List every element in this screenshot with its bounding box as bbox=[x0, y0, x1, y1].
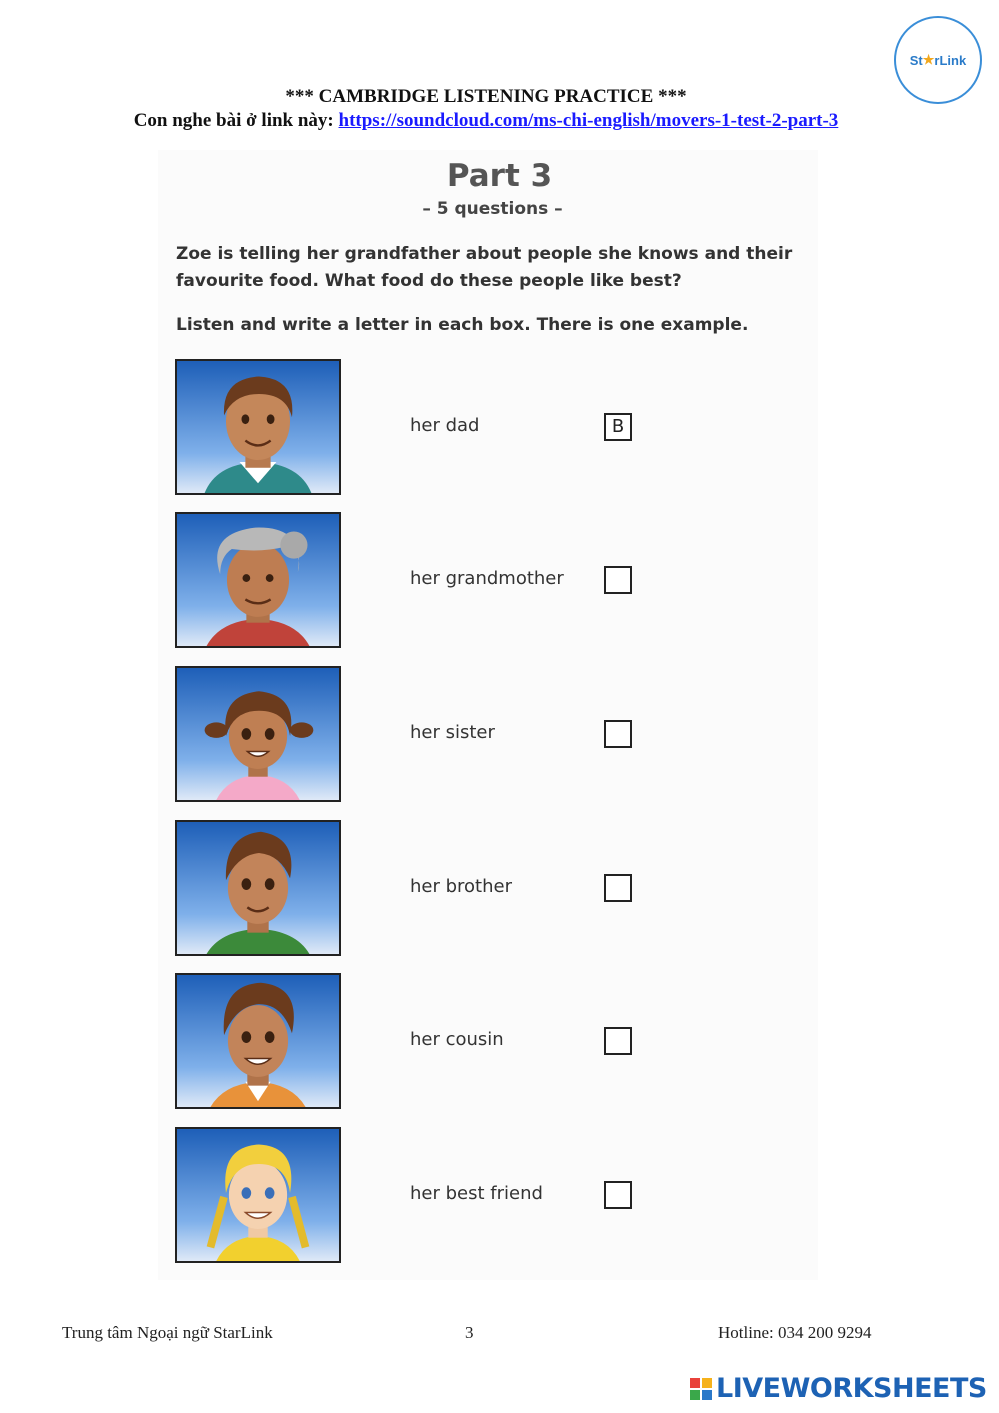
question-row bbox=[175, 1127, 655, 1265]
logo-text-part1: St bbox=[909, 52, 923, 68]
answer-box[interactable] bbox=[604, 1027, 632, 1055]
liveworksheets-text: LIVEWORKSHEETS bbox=[716, 1373, 987, 1404]
sister-picture bbox=[175, 666, 341, 802]
item-label: her grandmother bbox=[410, 568, 564, 589]
part-title: Part 3 bbox=[446, 158, 553, 194]
footer-hotline: Hotline: 034 200 9294 bbox=[718, 1323, 872, 1342]
exercise-prompt: Zoe is telling her grandfather about people she knows and their favourite food. What food do these people like best? bbox=[176, 244, 793, 291]
question-row bbox=[175, 820, 655, 958]
logo-text-part2: rLink bbox=[934, 52, 967, 68]
answer-box[interactable] bbox=[604, 566, 632, 594]
exercise-instruction: Listen and write a letter in each box. There is one example. bbox=[176, 315, 749, 335]
answer-box[interactable] bbox=[604, 720, 632, 748]
cousin-picture bbox=[175, 973, 341, 1109]
item-label: her best friend bbox=[410, 1183, 543, 1204]
item-label: her cousin bbox=[410, 1029, 504, 1050]
brother-picture bbox=[175, 820, 341, 956]
item-label: her dad bbox=[410, 415, 480, 436]
item-label: her sister bbox=[410, 722, 495, 743]
footer-center-name: Trung tâm Ngoại ngữ StarLink bbox=[62, 1323, 273, 1342]
question-row bbox=[175, 973, 655, 1111]
grandmother-picture bbox=[175, 512, 341, 648]
liveworksheets-watermark bbox=[690, 1373, 987, 1404]
dad-picture bbox=[175, 359, 341, 495]
best-friend-picture bbox=[175, 1127, 341, 1263]
answer-box[interactable] bbox=[604, 1181, 632, 1209]
question-row bbox=[175, 512, 655, 650]
listen-link-line bbox=[0, 110, 972, 132]
footer-page-number: 3 bbox=[465, 1323, 474, 1342]
item-label: her brother bbox=[410, 876, 512, 897]
answer-box[interactable]: B bbox=[604, 413, 632, 441]
question-row bbox=[175, 666, 655, 804]
part-subtitle: – 5 questions – bbox=[422, 199, 563, 219]
logo-star: ★ bbox=[922, 52, 935, 67]
liveworksheets-icon bbox=[690, 1378, 712, 1400]
soundcloud-link[interactable]: https://soundcloud.com/ms-chi-english/movers-1-test-2-part-3 bbox=[338, 110, 839, 131]
listen-link-prefix: Con nghe bài ở link này: bbox=[133, 110, 339, 131]
question-row bbox=[175, 359, 655, 497]
answer-box[interactable] bbox=[604, 874, 632, 902]
practice-heading: *** CAMBRIDGE LISTENING PRACTICE *** bbox=[285, 86, 687, 107]
